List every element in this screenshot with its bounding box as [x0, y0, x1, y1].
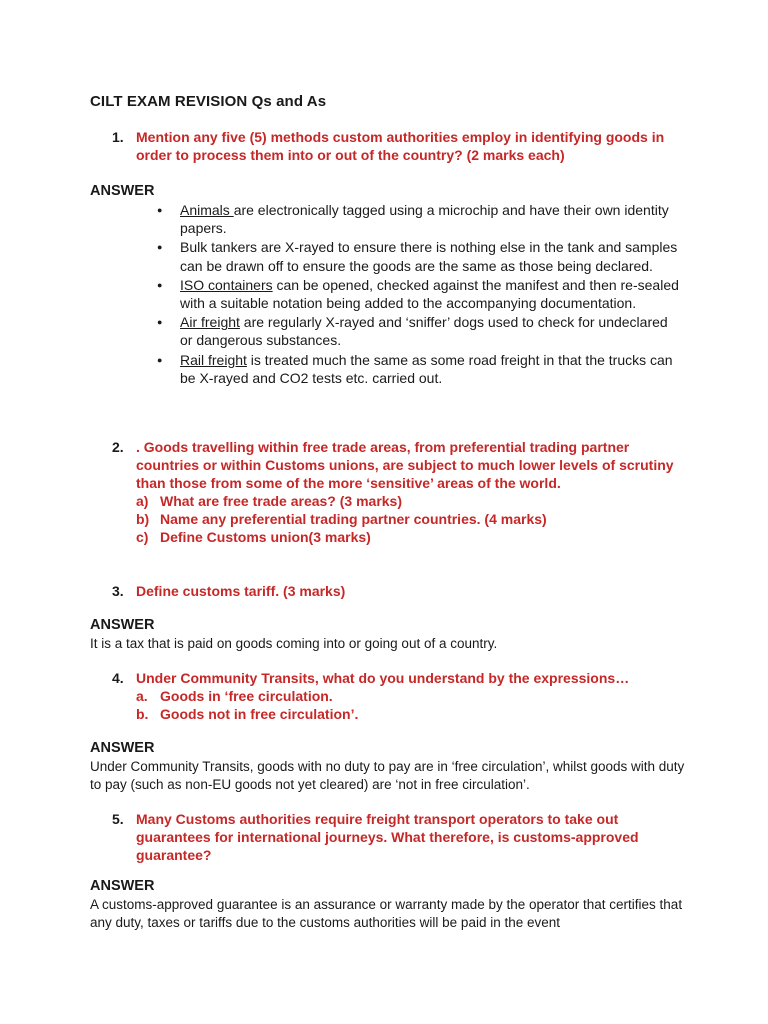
- question-1-text: Mention any five (5) methods custom authorities employ in identifying goods in order to process them into or out of the country? (2 marks each): [136, 129, 665, 163]
- question-2-subparts: [136, 492, 692, 546]
- answer-5-heading: ANSWER: [90, 878, 155, 894]
- answer-4-heading: ANSWER: [90, 740, 155, 756]
- list-item: ● Animals are electronically tagged using a microchip and have their own identity papers.: [160, 201, 680, 237]
- question-5-number: 5.: [112, 811, 124, 827]
- answer-1-heading: ANSWER: [90, 183, 155, 199]
- question-5-text: Many Customs authorities require freight transport operators to take out guarantees for international journeys. What therefore, is customs-approved guarantee?: [136, 811, 639, 863]
- question-4-subparts: [136, 687, 692, 723]
- list-item: b. Goods not in free circulation’.: [136, 706, 359, 722]
- answer-4-text: Under Community Transits, goods with no duty to pay are in ‘free circulation’, whilst goods with duty to pay (such as non-EU goods not yet cleared) are ‘not in free circulation’.: [90, 759, 685, 792]
- question-3: [112, 582, 692, 600]
- document-title: CILT EXAM REVISION Qs and As: [90, 93, 327, 110]
- question-4-text: Under Community Transits, what do you understand by the expressions…: [136, 670, 630, 686]
- question-3-text: Define customs tariff. (3 marks): [136, 583, 346, 599]
- list-item: ● Rail freight is treated much the same as some road freight in that the trucks can be X-rayed and CO2 tests etc. carried out.: [160, 351, 680, 387]
- list-item: ● ISO containers can be opened, checked against the manifest and then re-sealed with a suitable notation being added to the accompanying documentation.: [160, 276, 680, 312]
- answer-1-list: [160, 201, 680, 388]
- question-4-number: 4.: [112, 670, 124, 686]
- question-2-number: 2.: [112, 439, 124, 455]
- question-1-number: 1.: [112, 129, 124, 145]
- list-item: c) Define Customs union(3 marks): [136, 529, 371, 545]
- question-4: [112, 669, 692, 723]
- question-2-text: . Goods travelling within free trade areas, from preferential trading partner countries or within Customs unions, are subject to much lower levels of scrutiny than those from some of the more ‘sensitive’ areas of the world.: [136, 439, 674, 491]
- answer-3-heading: ANSWER: [90, 617, 155, 633]
- answer-5-text: A customs-approved guarantee is an assurance or warranty made by the operator that certifies that any duty, taxes or tariffs due to the customs authorities will be paid in the event: [90, 897, 683, 930]
- answer-3-text: It is a tax that is paid on goods coming into or going out of a country.: [90, 636, 498, 651]
- question-2: [112, 438, 692, 546]
- question-1: [112, 128, 692, 164]
- list-item: b) Name any preferential trading partner countries. (4 marks): [136, 511, 547, 527]
- list-item: a) What are free trade areas? (3 marks): [136, 493, 402, 509]
- list-item: ● Air freight are regularly X-rayed and ‘sniffer’ dogs used to check for undeclared or dangerous substances.: [160, 313, 680, 349]
- question-5: [112, 810, 692, 864]
- question-3-number: 3.: [112, 583, 124, 599]
- list-item: a. Goods in ‘free circulation.: [136, 688, 333, 704]
- list-item: ● Bulk tankers are X-rayed to ensure there is nothing else in the tank and samples can be drawn off to ensure the goods are the same as those being declared.: [160, 238, 680, 274]
